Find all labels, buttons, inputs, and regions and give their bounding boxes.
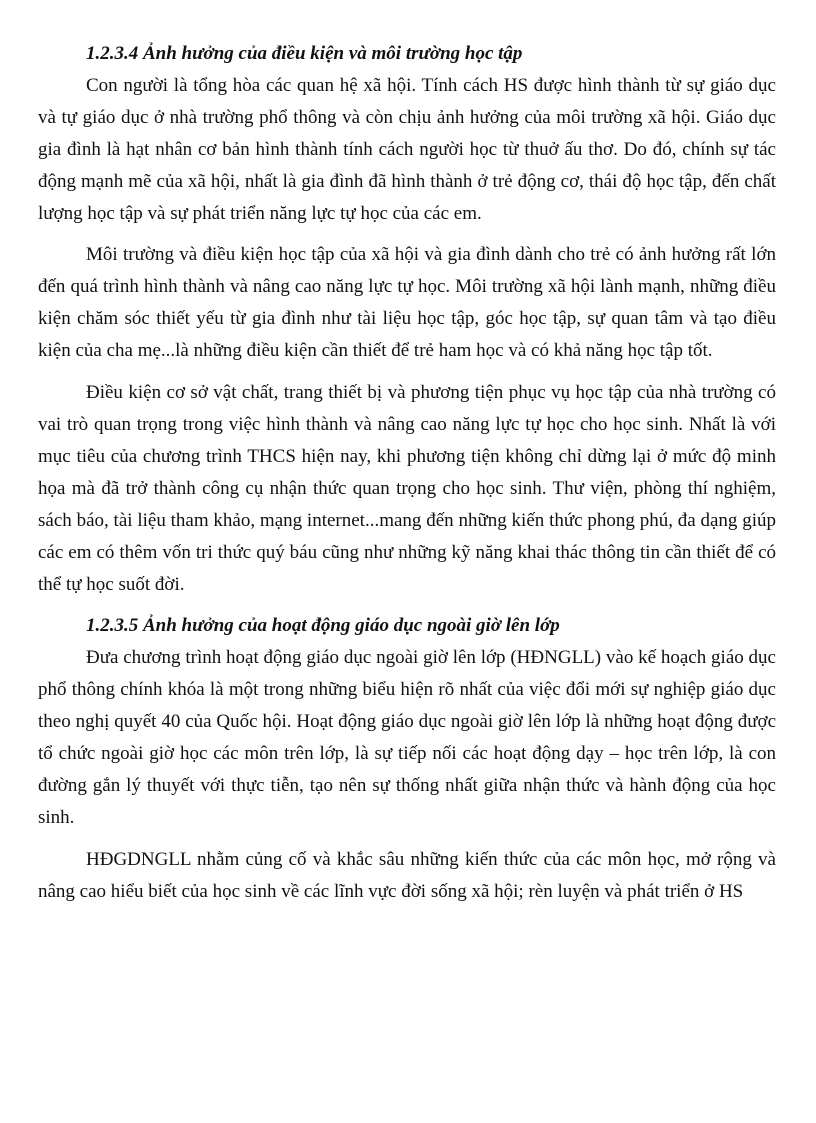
section-heading-1-2-3-5: 1.2.3.5 Ảnh hưởng của hoạt động giáo dục ngoài giờ lên lớp bbox=[86, 615, 560, 637]
paragraph: Con người là tổng hòa các quan hệ xã hội. Tính cách HS được hình thành từ sự giáo dục và tự giáo dục ở nhà trường phổ thông và còn chịu ảnh hưởng của môi trường xã hội. Giáo dục gia đình là hạt nhân cơ bản hình thành tính cách người học từ thuở ấu thơ. Do đó, chính sự tác động mạnh mẽ của xã hội, nhất là gia đình đã hình thành ở trẻ động cơ, thái độ học tập, đến chất lượng học tập và sự phát triển năng lực tự học của các em. bbox=[38, 74, 776, 224]
paragraph: Đưa chương trình hoạt động giáo dục ngoài giờ lên lớp (HĐNGLL) vào kế hoạch giáo dục phổ thông chính khóa là một trong những biểu hiện rõ nhất của việc đổi mới sự nghiệp giáo dục theo nghị quyết 40 của Quốc hội. Hoạt động giáo dục ngoài giờ lên lớp là những hoạt động được tổ chức ngoài giờ học các môn trên lớp, là sự tiếp nối các hoạt động dạy – học trên lớp, là con đường gắn lý thuyết với thực tiễn, tạo nên sự thống nhất giữa nhận thức và hành động của học sinh. bbox=[38, 647, 776, 828]
paragraph: Điều kiện cơ sở vật chất, trang thiết bị và phương tiện phục vụ học tập của nhà trường có vai trò quan trọng trong việc hình thành và nâng cao năng lực tự học cho học sinh. Nhất là với mục tiêu của chương trình THCS hiện nay, khi phương tiện không chỉ dừng lại ở mức độ minh họa mà đã trở thành công cụ nhận thức quan trọng cho học sinh. Thư viện, phòng thí nghiệm, sách báo, tài liệu tham khảo, mạng internet...mang đến những kiến thức phong phú, đa dạng giúp các em có thêm vốn tri thức quý báu cũng như những kỹ năng khai thác thông tin cần thiết để có thể tự học suốt đời. bbox=[38, 382, 776, 595]
paragraph: HĐGDNGLL nhằm củng cố và khắc sâu những kiến thức của các môn học, mở rộng và nâng cao hiểu biết của học sinh về các lĩnh vực đời sống xã hội; rèn luyện và phát triển ở HS bbox=[38, 848, 776, 902]
paragraph: Môi trường và điều kiện học tập của xã hội và gia đình dành cho trẻ có ảnh hưởng rất lớn đến quá trình hình thành và nâng cao năng lực tự học. Môi trường xã hội lành mạnh, những điều kiện chăm sóc thiết yếu từ gia đình như tài liệu học tập, góc học tập, sự quan tâm và tạo điều kiện của cha mẹ...là những điều kiện cần thiết để trẻ ham học và có khả năng học tập tốt. bbox=[38, 244, 776, 362]
section-heading-1-2-3-4: 1.2.3.4 Ảnh hưởng của điều kiện và môi trường học tập bbox=[86, 43, 523, 64]
